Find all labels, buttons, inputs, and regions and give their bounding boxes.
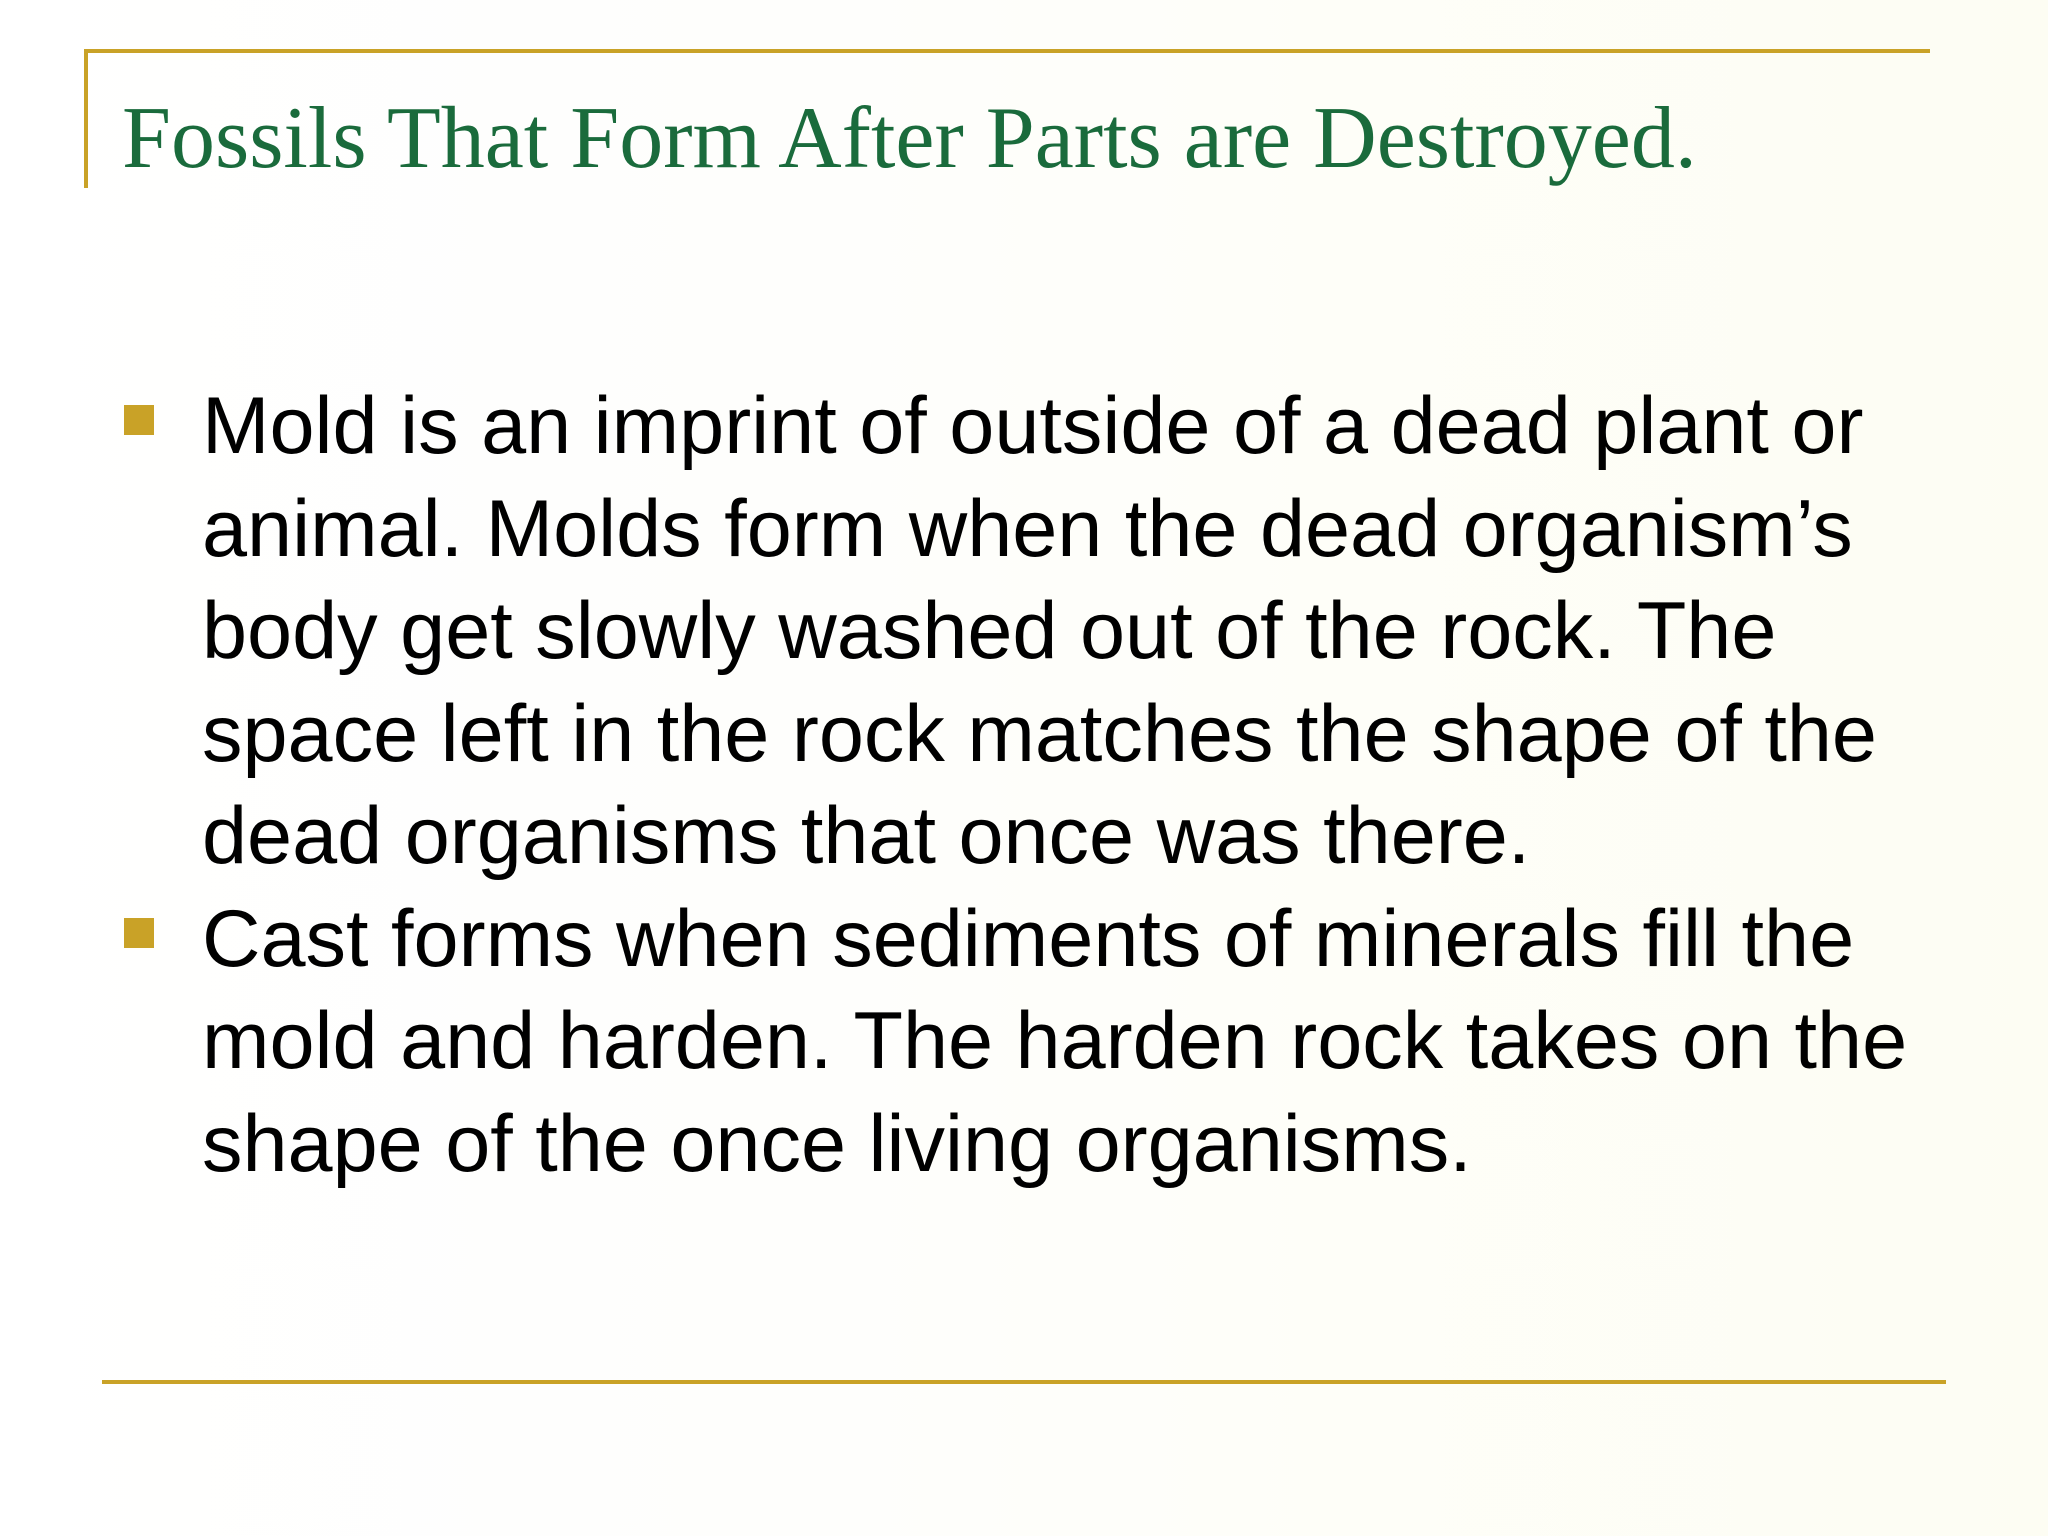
bullet-text-cast: Cast forms when sediments of minerals fill the mold and harden. The harden rock takes on the shape of the once living organisms.: [202, 893, 1908, 1189]
square-bullet-icon: [124, 918, 154, 948]
left-divider: [84, 49, 88, 188]
bottom-divider: [102, 1380, 1946, 1384]
bullet-item: [124, 375, 1954, 888]
bullet-list: [124, 375, 1954, 1195]
square-bullet-icon: [124, 405, 154, 435]
bullet-item: [124, 888, 1954, 1196]
bullet-text-mold: Mold is an imprint of outside of a dead plant or animal. Molds form when the dead organism’s body get slowly washed out of the rock. The space left in the rock matches the shape of the dead organisms that once was there.: [202, 381, 1877, 881]
slide-title: Fossils That Form After Parts are Destroyed.: [122, 90, 1697, 187]
top-divider: [84, 49, 1930, 53]
